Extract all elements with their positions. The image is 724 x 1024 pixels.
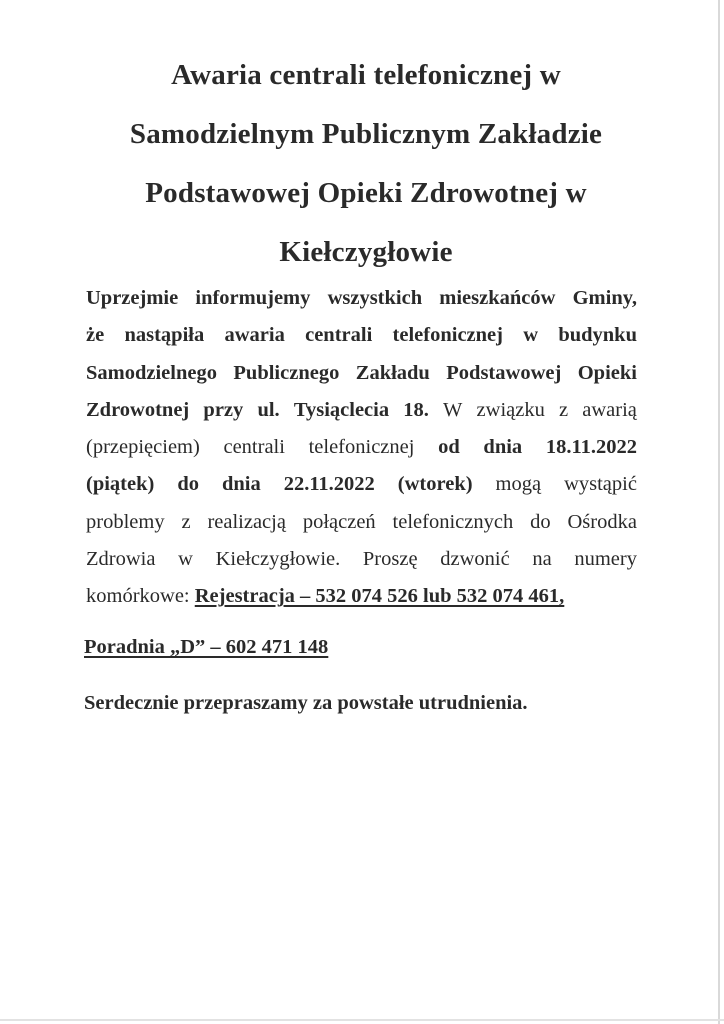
word: centrali xyxy=(305,324,373,347)
word: awaria xyxy=(224,324,285,347)
body-line-3 xyxy=(86,355,637,392)
clinic-d-phone-number: Poradnia „D” – 602 471 148 xyxy=(84,636,329,658)
word: informujemy xyxy=(195,287,311,309)
body-line-4 xyxy=(86,392,637,429)
word: Samodzielnego xyxy=(86,361,217,384)
word: Publicznego xyxy=(233,361,340,384)
word: dzwonić xyxy=(440,548,510,571)
word: (piątek) xyxy=(86,473,155,496)
body-line-9 xyxy=(86,578,637,615)
closing-apology: Serdecznie przepraszamy za powstałe utrudnienia. xyxy=(84,692,528,714)
body-line-8 xyxy=(86,541,637,578)
word: nastąpiła xyxy=(124,324,205,347)
word: telefonicznej xyxy=(392,324,503,347)
word: Ośrodka xyxy=(567,510,637,533)
word: problemy xyxy=(86,510,165,533)
word: telefonicznej xyxy=(308,436,415,459)
body-line-7 xyxy=(86,504,637,541)
word: Proszę xyxy=(362,548,418,571)
word: z xyxy=(181,510,191,533)
word: Zdrowotnej xyxy=(86,398,190,421)
word: (wtorek) xyxy=(397,473,473,496)
word: Podstawowej xyxy=(446,361,562,384)
word: Zdrowia xyxy=(86,548,156,571)
word: dnia xyxy=(483,436,523,459)
word: do xyxy=(530,510,551,533)
word: telefonicznych xyxy=(392,510,514,533)
word: Uprzejmie xyxy=(86,287,179,309)
body-line-6 xyxy=(86,466,637,503)
mobile-numbers-label: komórkowe: xyxy=(86,585,195,608)
word: na xyxy=(532,548,552,571)
word: związku xyxy=(476,398,545,421)
word: ul. xyxy=(257,398,280,421)
scan-edge-bottom xyxy=(0,1019,724,1021)
body-line-5 xyxy=(86,429,637,466)
announcement-body xyxy=(86,280,637,616)
word: wystąpić xyxy=(564,473,637,496)
word: dnia xyxy=(221,473,261,496)
word: Zakładu xyxy=(355,361,430,384)
body-line-2 xyxy=(86,317,637,354)
title-line: Podstawowej Opieki Zdrowotnej w xyxy=(145,177,587,209)
word: realizacją xyxy=(207,510,286,533)
word: wszystkich xyxy=(327,287,423,309)
word: od xyxy=(438,436,460,459)
word: mogą xyxy=(495,473,542,496)
word: 18.11.2022 xyxy=(545,436,637,459)
word: 18. xyxy=(403,398,429,421)
title-line: Samodzielnym Publicznym Zakładzie xyxy=(129,118,603,150)
word: połączeń xyxy=(302,510,376,533)
word: awarią xyxy=(582,398,637,421)
word: do xyxy=(177,473,199,496)
word: budynku xyxy=(558,324,637,347)
word: Opieki xyxy=(577,361,637,384)
word: Kiełczygłowie. xyxy=(215,548,341,571)
word: Tysiąclecia xyxy=(293,398,390,421)
word: przy xyxy=(203,398,244,421)
word: z xyxy=(559,398,569,421)
word: Gminy, xyxy=(572,287,637,309)
word: 22.11.2022 xyxy=(283,473,375,496)
word: mieszkańców xyxy=(439,287,556,309)
word: W xyxy=(443,398,463,421)
word: w xyxy=(523,324,539,347)
word: (przepięciem) xyxy=(86,436,200,459)
document-title xyxy=(60,46,672,282)
title-line: Kiełczygłowie xyxy=(279,236,453,268)
body-line-1 xyxy=(86,280,637,317)
word: centrali xyxy=(223,436,285,459)
word: że xyxy=(86,324,105,347)
registration-phone-numbers: Rejestracja – 532 074 526 lub 532 074 461, xyxy=(194,585,565,608)
word: w xyxy=(178,548,193,571)
word: numery xyxy=(574,548,637,571)
title-line: Awaria centrali telefonicznej w xyxy=(171,59,561,91)
scan-edge-right xyxy=(718,0,720,1024)
